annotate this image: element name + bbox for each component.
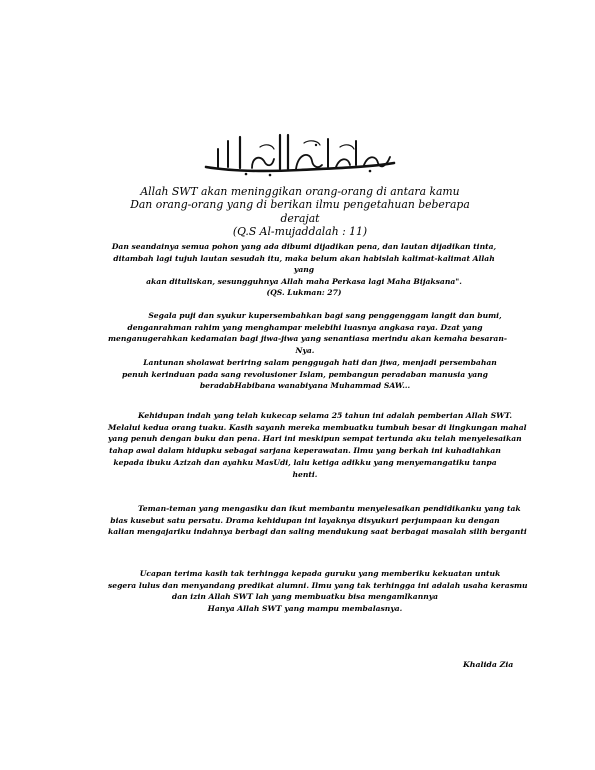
paragraph-line: Hanya Allah SWT yang mampu membalasnya. (207, 604, 403, 614)
lukman-line: ditambah lagi tujuh lautan sesudah itu, maka belum akan habislah kalimat-kalimat Allah yang (113, 253, 495, 275)
life-paragraph (108, 410, 527, 480)
friends-paragraph (108, 503, 527, 538)
lukman-line: Dan seandainya semua pohon yang ada dibumi dijadikan pena, dan lautan dijadikan tinta, (111, 242, 497, 251)
paragraph-line: kepada ibuku Azizah dan ayahku MasUdi, lalu ketiga adikku yang menyemangatiku tanpa (113, 457, 497, 467)
paragraph-line: henti. (292, 469, 318, 479)
quote-citation: (Q.S Al-mujaddalah : 11) (232, 225, 368, 239)
paragraph-line: Ucapan terima kasih tak terhingga kepada guruku yang memberiku kekuatan untuk (139, 569, 501, 578)
paragraph-line: Lantunan sholawat beriring salam penggugah hati dan jiwa, menjadi persembahan (143, 358, 497, 367)
sholawat-paragraph (108, 357, 502, 392)
paragraph-line: menganugerahkan kedamaian bagi jiwa-jiwa yang senantiasa merindu akan kemaha besaran- (108, 334, 507, 344)
paragraph-line: yang penuh dengan buku dan pena. Hari ini meskipun sempat tertunda aku telah menyelesaikan (108, 434, 522, 444)
paragraph-line: dan izin Allah SWT lah yang membuatku bisa mengamlkannya (171, 592, 439, 602)
bismillah-calligraphy-graphic (200, 127, 400, 177)
paragraph-line: kalian mengajariku indahnya berbagi dan saling mendukung saat berbagai masalah silih berganti (108, 527, 527, 537)
quote-line: Allah SWT akan meninggikan orang-orang di antara kamu (140, 185, 460, 198)
paragraph-line: segera lulus dan menyandang predikat alumni. Ilmu yang tak terhingga ini adalah usaha kerasmu (108, 580, 528, 590)
paragraph-line: penuh kerinduan pada sang revolusioner Islam, pembangun peradaban manusia yang (122, 369, 488, 379)
paragraph-line: tahap awal dalam hidupku sebagai sarjana keperawatan. Ilmu yang berkah ini kuhadiahkan (109, 446, 501, 456)
thanks-paragraph (108, 568, 528, 615)
praise-paragraph (108, 310, 507, 357)
paragraph-line: Melalui kedua orang tuaku. Kasih sayanh mereka membuatku tumbuh besar di lingkungan mahal (108, 422, 527, 432)
quran-verse-mujadalah (120, 185, 480, 239)
quran-verse-lukman (108, 241, 500, 299)
quote-line: Dan orang-orang yang di berikan ilmu pengetahuan beberapa derajat (130, 198, 470, 225)
paragraph-line: Teman-teman yang mengasiku dan ikut membantu menyelesaikan pendidikanku yang tak (138, 504, 521, 513)
lukman-line: akan dituliskan, sesungguhnya Allah maha Perkasa lagi Maha Bijaksana". (146, 276, 462, 286)
paragraph-line: denganrahman rahim yang menghampar melebihi luasnya angkasa raya. Dzat yang (127, 322, 483, 332)
paragraph-line: Segala puji dan syukur kupersembahkan bagi sang penggenggam langit dan bumi, (148, 311, 502, 320)
author-signature: Khalida Zia (463, 660, 514, 669)
paragraph-line: Kehidupan indah yang telah kukecap selama 25 tahun ini adalah pemberian Allah SWT. (138, 411, 512, 420)
lukman-citation: (QS. Lukman: 27) (266, 288, 342, 298)
paragraph-line: beradabHabibana wanabiyana Muhammad SAW... (199, 381, 411, 391)
paragraph-line: Nya. (295, 346, 315, 356)
bismillah-calligraphy (200, 127, 400, 177)
paragraph-line: bias kusebut satu persatu. Drama kehidupan ini layaknya disyukuri perjumpaan ku dengan (110, 515, 500, 525)
